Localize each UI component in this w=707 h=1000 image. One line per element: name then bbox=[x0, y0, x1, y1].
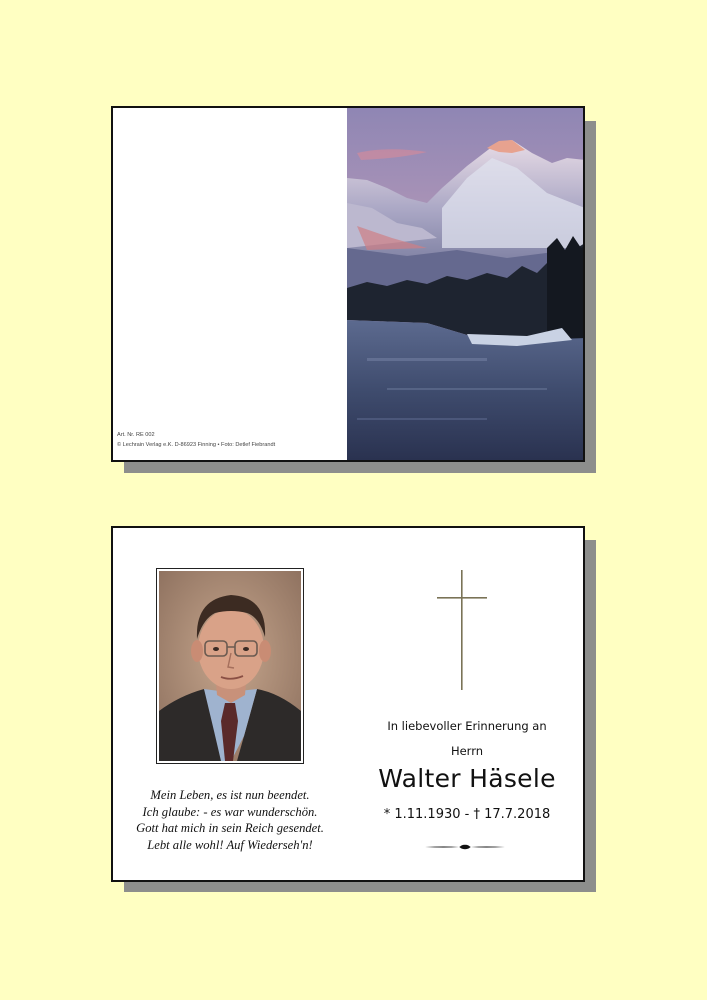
publisher-credit: © Lechrain Verlag e.K. D-86923 Finning • Foto: Detlef Fiebrandt bbox=[117, 442, 276, 448]
poem-line: Mein Leben, es ist nun beendet. bbox=[150, 788, 310, 802]
poem-line: Gott hat mich in sein Reich gesendet. bbox=[136, 821, 324, 836]
portrait-photo-frame bbox=[156, 568, 304, 764]
cross-icon bbox=[437, 570, 487, 690]
portrait-photo bbox=[159, 571, 301, 761]
poem bbox=[113, 787, 347, 853]
poem-line: Lebt alle wohl! Auf Wiederseh'n! bbox=[147, 837, 313, 852]
deceased-name: Walter Häsele bbox=[378, 764, 556, 793]
memory-line: In liebevoller Erinnerung an bbox=[387, 719, 547, 733]
back-card bbox=[111, 106, 585, 462]
mountain-river-photo bbox=[347, 108, 585, 460]
life-dates: * 1.11.1930 - † 17.7.2018 bbox=[383, 807, 551, 822]
ornament-divider-icon bbox=[425, 842, 505, 852]
salutation: Herrn bbox=[450, 744, 484, 758]
front-card bbox=[111, 526, 585, 882]
article-number: Art. Nr. RE 002 bbox=[117, 432, 155, 438]
poem-line: Ich glaube: - es war wunderschön. bbox=[142, 804, 318, 819]
